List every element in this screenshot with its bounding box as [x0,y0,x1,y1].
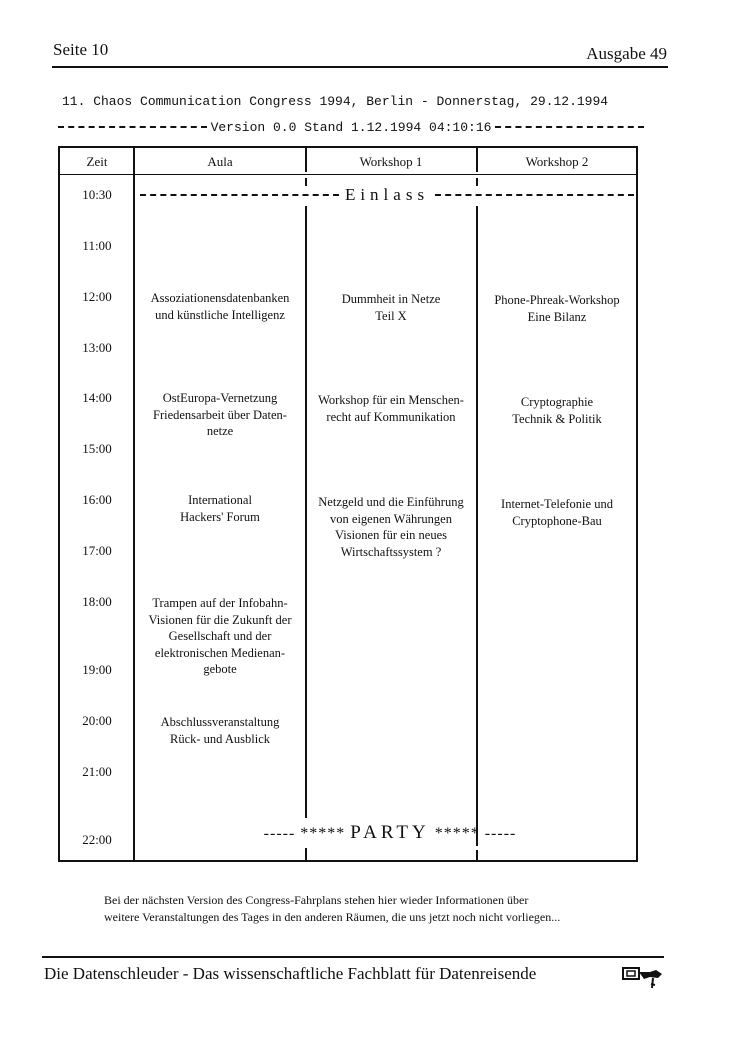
time-label: 12:00 [82,289,112,304]
time-label: 17:00 [82,543,112,558]
column-header-zeit: Zeit [86,154,108,169]
time-label: 18:00 [82,594,112,609]
time-label: 13:00 [82,340,112,355]
session-line: Technik & Politik [512,411,602,426]
divider-zeit [133,148,135,860]
session-line: Cryptographie [520,395,594,409]
time-label: 16:00 [82,492,112,507]
einlass-row [140,184,634,206]
session-line: und künstliche Intelligenz [155,307,285,322]
einlass-dash-right [435,194,634,196]
time-label: 20:00 [82,713,112,728]
footer-rule [42,956,664,958]
session-aula-1400 [136,390,304,440]
header-rule [52,66,668,68]
session-line: Workshop für ein Menschen- [318,393,464,407]
session-workshop2-1200 [478,292,636,325]
session-line: Wirtschaftssystem ? [340,544,442,559]
session-line: Cryptophone-Bau [512,513,602,528]
column-header-aula: Aula [207,154,233,169]
divider-workshop-bottom [476,850,478,860]
party-right-marker: ***** ----- [434,825,517,842]
session-line: International [188,493,252,507]
session-workshop2-1400 [478,394,636,427]
column-header-workshop-1: Workshop 1 [359,154,423,169]
footer-title: Die Datenschleuder - Das wissenschaftliche Fachblatt für Datenreisende [44,964,537,983]
session-aula-1600 [136,492,304,525]
session-line: Trampen auf der Infobahn- [152,596,288,610]
divider-aula-bottom [305,848,307,860]
einlass-dash-left [140,194,339,196]
congress-subtitle: 11. Chaos Communication Congress 1994, Berlin - Donnerstag, 29.12.1994 [62,94,609,109]
session-line: Teil X [375,308,407,323]
session-line: Phone-Phreak-Workshop [494,293,620,307]
version-line [58,118,644,136]
divider-aula-head [305,148,307,172]
session-line: Internet-Telefonie und [501,497,613,511]
session-workshop1-1400 [307,392,475,425]
session-workshop1-1600 [307,494,475,560]
session-line: Dummheit in Netze [341,292,441,306]
session-aula-1800 [136,595,304,678]
session-workshop2-1600 [478,496,636,529]
time-label: 10:30 [82,187,112,202]
column-header-workshop-2: Workshop 2 [525,154,589,169]
session-line: recht auf Kommunikation [326,409,456,424]
time-label: 14:00 [82,390,112,405]
header-row-rule [60,174,636,175]
session-line: Hackers' Forum [180,509,260,524]
session-line: OstEuropa-Vernetzung [162,391,278,405]
chaos-knot-logo-icon [620,962,666,992]
session-line: Netzgeld und die Einführung [318,495,464,509]
session-workshop1-1200 [307,291,475,324]
session-line: Assoziationensdatenbanken [150,291,290,305]
session-line: Gesellschaft und der [168,629,272,643]
divider-workshop-head [476,148,478,172]
time-label: 15:00 [82,441,112,456]
issue-number: Ausgabe 49 [586,44,667,63]
time-label: 11:00 [82,238,112,253]
party-row [220,822,560,844]
version-dash-left [58,126,207,128]
time-label: 22:00 [82,832,112,847]
session-line: Visionen für ein neues [334,528,448,542]
session-aula-1200 [136,290,304,323]
note-line: weitere Veranstaltungen des Tages in den anderen Räumen, die uns jetzt noch nicht vorliegen... [104,910,561,924]
party-label: PARTY [350,822,430,843]
session-line: elektronischen Medienan- [154,645,286,660]
time-label: 19:00 [82,662,112,677]
version-dash-right [495,126,644,128]
time-label: 21:00 [82,764,112,779]
session-aula-2000 [136,714,304,747]
page-number: Seite 10 [53,40,109,59]
session-line: Abschlussveranstaltung [160,715,280,729]
schedule-note [104,892,664,926]
session-line: Rück- und Ausblick [170,731,270,746]
einlass-label: Einlass [344,185,430,204]
version-text: Version 0.0 Stand 1.12.1994 04:10:16 [210,119,492,135]
session-line: Eine Bilanz [527,309,587,324]
session-line: Friedensarbeit über Daten- [153,407,287,422]
party-left-marker: ----- ***** [263,825,346,842]
session-line: netze [206,424,234,438]
session-line: gebote [203,662,237,676]
session-line: Visionen für die Zukunft der [148,612,292,627]
session-line: von eigenen Währungen [330,511,452,526]
note-line: Bei der nächsten Version des Congress-Fahrplans stehen hier wieder Informationen über [104,893,529,907]
